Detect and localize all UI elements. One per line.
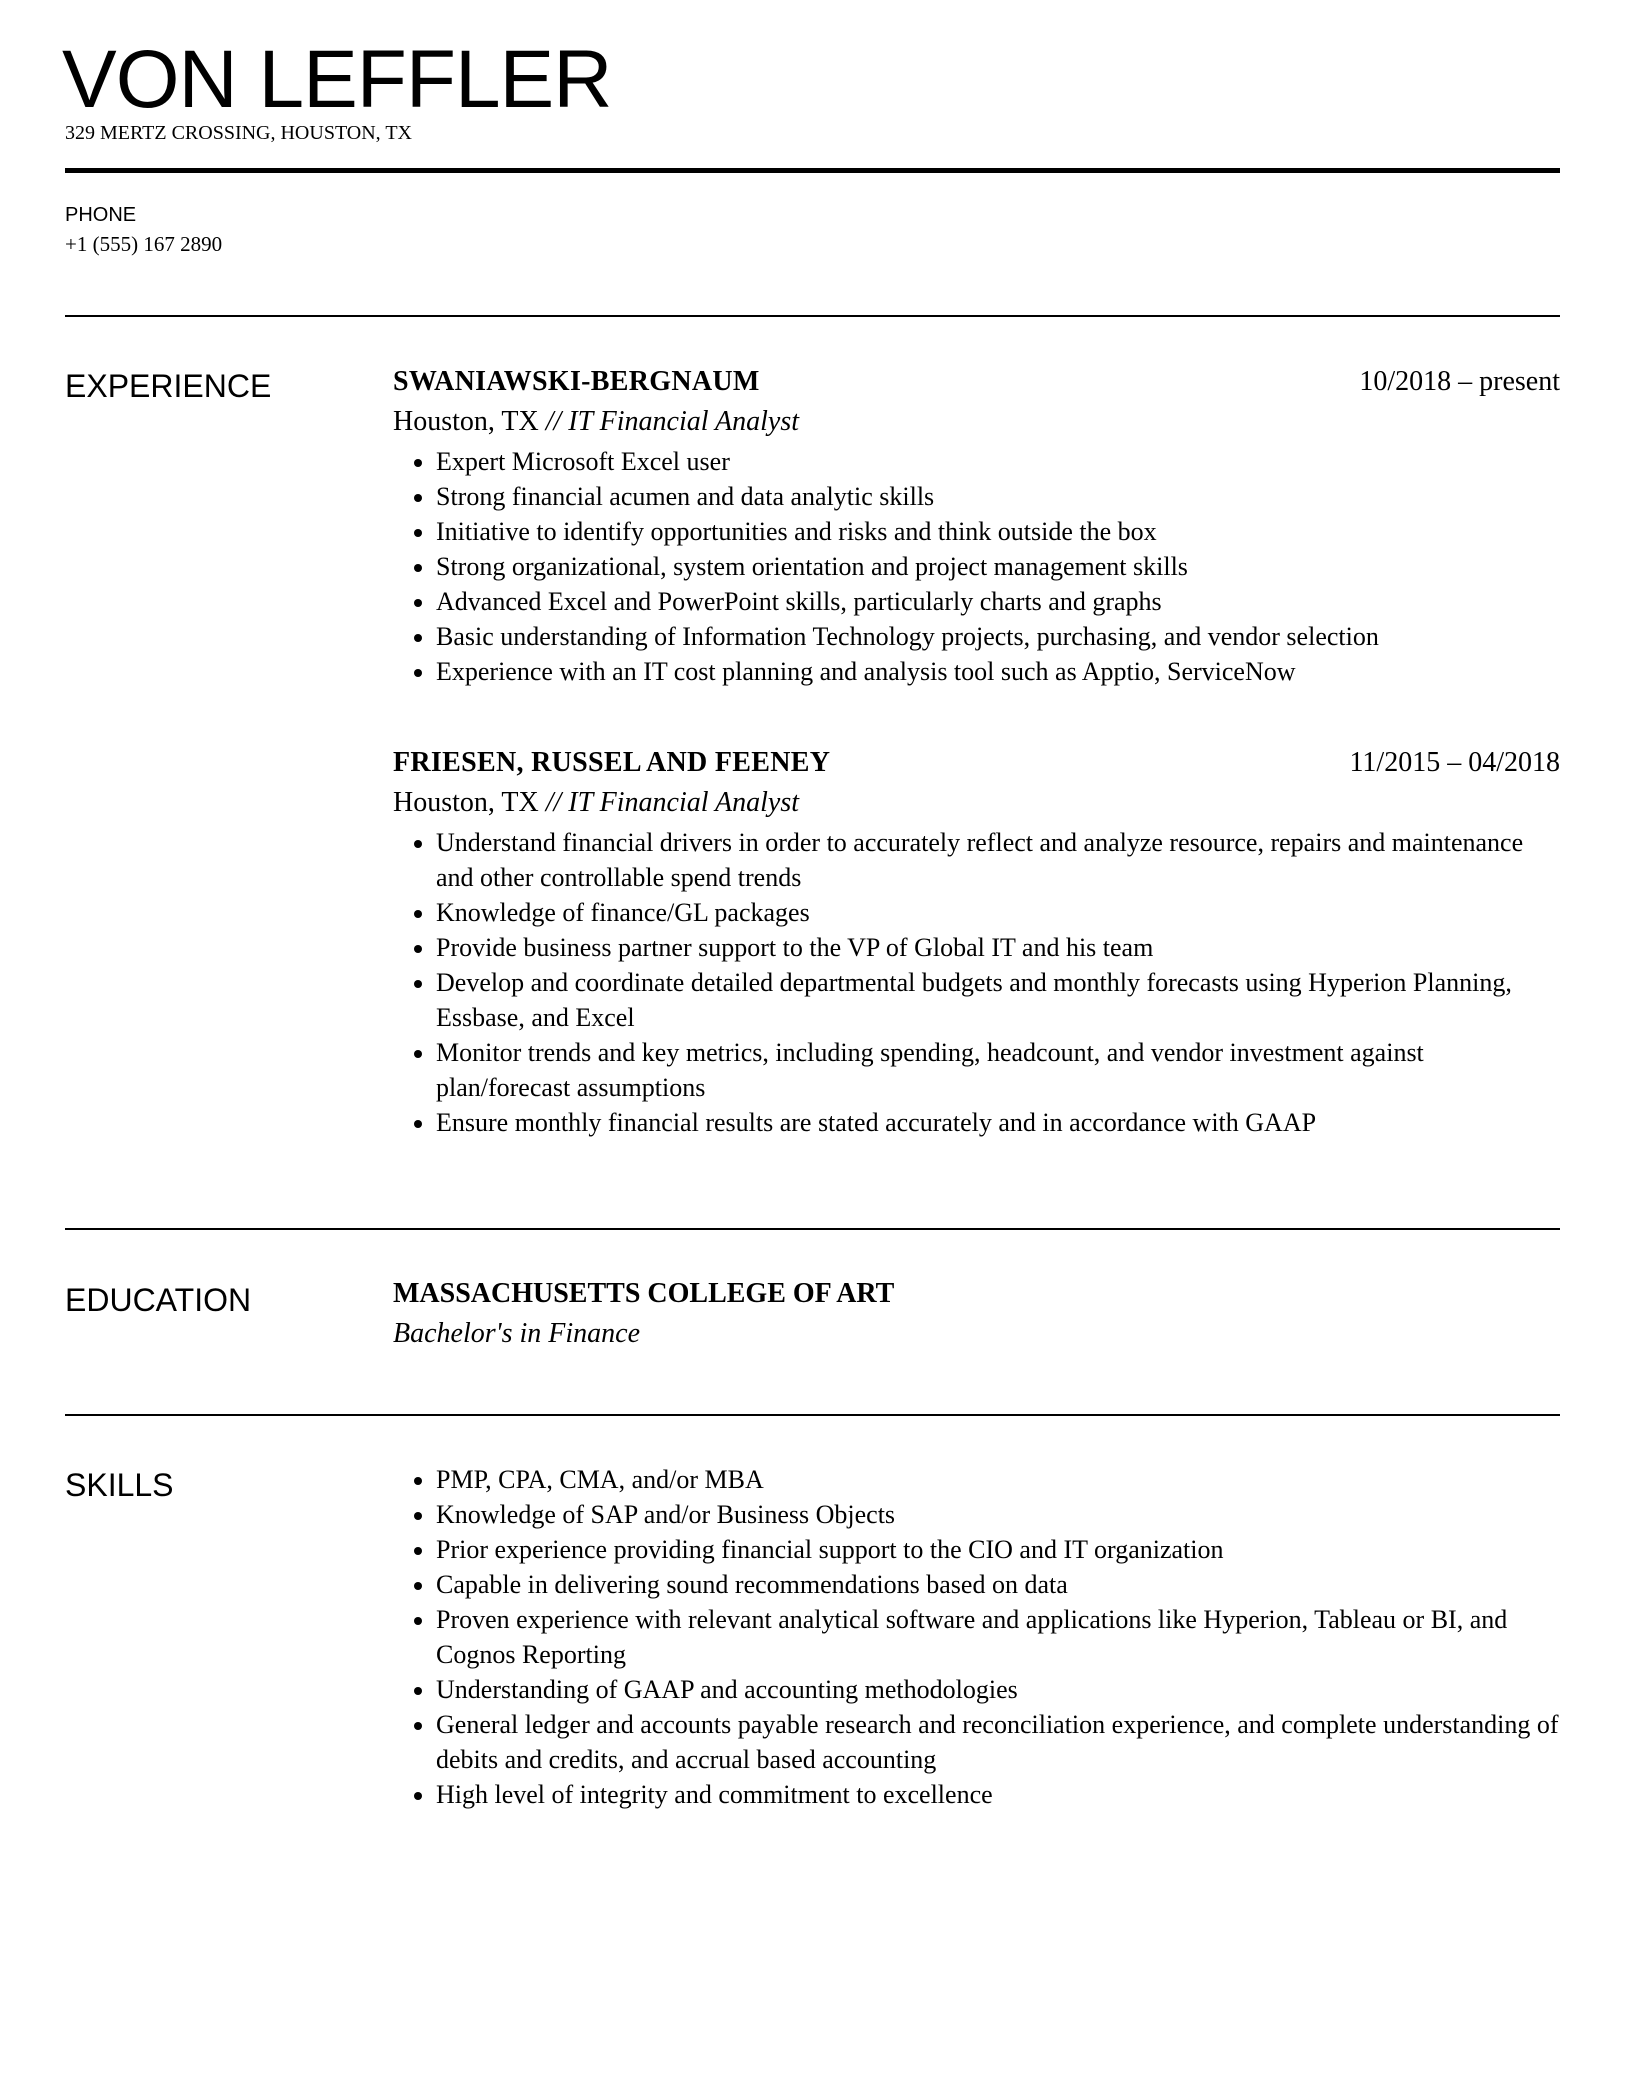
list-item: • Initiative to identify opportunities and risks and think outside the box	[436, 514, 1560, 549]
phone-number: +1 (555) 167 2890	[65, 232, 223, 256]
list-item: • Capable in delivering sound recommendations based on data	[436, 1567, 1560, 1602]
skills-section	[393, 1462, 1560, 1812]
list-item: • Understand financial drivers in order to accurately reflect and analyze resource, repairs and maintenance and other controllable spend trends	[436, 825, 1560, 895]
skills-heading: SKILLS	[65, 1467, 174, 1503]
list-item: • High level of integrity and commitment to excellence	[436, 1777, 1560, 1812]
list-item: • Prior experience providing financial support to the CIO and IT organization	[436, 1532, 1560, 1567]
job-title: IT Financial Analyst	[568, 787, 800, 818]
job-dates: 10/2018 – present	[1359, 366, 1560, 397]
skills-list	[393, 1462, 1560, 1812]
list-item: • Advanced Excel and PowerPoint skills, particularly charts and graphs	[436, 584, 1560, 619]
address: 329 MERTZ CROSSING, HOUSTON, TX	[65, 122, 412, 144]
list-item: • PMP, CPA, CMA, and/or MBA	[436, 1462, 1560, 1497]
job-entry	[393, 743, 1560, 1140]
company-name: FRIESEN, RUSSEL AND FEENEY	[393, 747, 831, 778]
role-separator: //	[545, 406, 562, 437]
job-bullets	[393, 825, 1560, 1140]
list-item: • Provide business partner support to the VP of Global IT and his team	[436, 930, 1560, 965]
education-heading: EDUCATION	[65, 1282, 252, 1318]
section-divider	[65, 1228, 1560, 1230]
job-dates: 11/2015 – 04/2018	[1349, 747, 1560, 778]
job-entry	[393, 362, 1560, 689]
list-item: • Develop and coordinate detailed departmental budgets and monthly forecasts using Hyperion Planning, Essbase, and Excel	[436, 965, 1560, 1035]
list-item: • Ensure monthly financial results are stated accurately and in accordance with GAAP	[436, 1105, 1560, 1140]
list-item: • Knowledge of finance/GL packages	[436, 895, 1560, 930]
degree: Bachelor's in Finance	[393, 1318, 641, 1349]
header-divider	[65, 168, 1560, 173]
experience-heading: EXPERIENCE	[65, 368, 272, 404]
list-item: • Expert Microsoft Excel user	[436, 444, 1560, 479]
list-item: • Strong organizational, system orientation and project management skills	[436, 549, 1560, 584]
job-location: Houston, TX	[393, 406, 539, 437]
job-title: IT Financial Analyst	[568, 406, 800, 437]
experience-section	[393, 362, 1560, 1140]
list-item: • Strong financial acumen and data analytic skills	[436, 479, 1560, 514]
list-item: • Monitor trends and key metrics, including spending, headcount, and vendor investment against plan/forecast assumptions	[436, 1035, 1560, 1105]
company-name: SWANIAWSKI-BERGNAUM	[393, 366, 760, 397]
section-divider	[65, 1414, 1560, 1416]
school-name: MASSACHUSETTS COLLEGE OF ART	[393, 1278, 895, 1309]
role-separator: //	[545, 787, 562, 818]
job-bullets	[393, 444, 1560, 689]
job-location: Houston, TX	[393, 787, 539, 818]
list-item: • Experience with an IT cost planning and analysis tool such as Apptio, ServiceNow	[436, 654, 1560, 689]
section-divider	[65, 315, 1560, 317]
phone-label: PHONE	[65, 204, 137, 226]
list-item: • Basic understanding of Information Technology projects, purchasing, and vendor selection	[436, 619, 1560, 654]
list-item: • Understanding of GAAP and accounting methodologies	[436, 1672, 1560, 1707]
education-section	[393, 1274, 1560, 1354]
candidate-name: VON LEFFLER	[62, 34, 612, 125]
list-item: • Knowledge of SAP and/or Business Objects	[436, 1497, 1560, 1532]
list-item: • Proven experience with relevant analytical software and applications like Hyperion, Tableau or BI, and Cognos Reporting	[436, 1602, 1560, 1672]
list-item: • General ledger and accounts payable research and reconciliation experience, and complete understanding of debits and credits, and accrual based accounting	[436, 1707, 1560, 1777]
